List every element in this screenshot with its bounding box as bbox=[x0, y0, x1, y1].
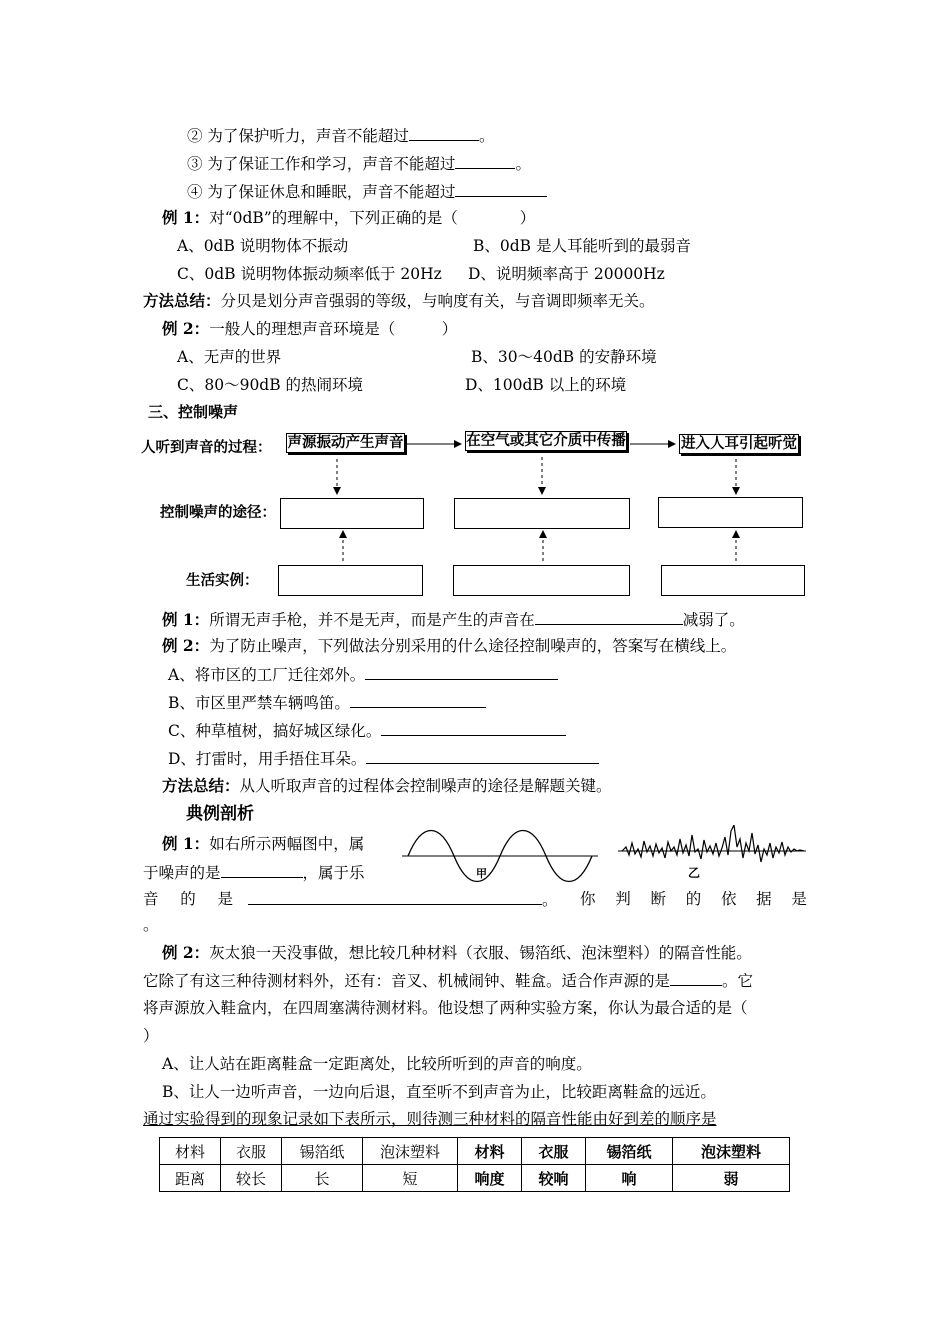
wave-label-yi: 乙 bbox=[688, 866, 701, 880]
table-cell: 响 bbox=[586, 1165, 673, 1192]
wave-label-jia: 甲 bbox=[476, 867, 487, 880]
question-text: 如右所示两幅图中，属 bbox=[209, 835, 365, 853]
text-char: 音 bbox=[143, 890, 159, 908]
insulation-line4: ） bbox=[143, 1027, 159, 1045]
noise-item-d bbox=[168, 748, 599, 769]
method-text: 从人听取声音的过程体会控制噪声的途径是解题关键。 bbox=[239, 777, 612, 795]
answer-blank[interactable] bbox=[221, 862, 303, 878]
life-answer-box[interactable] bbox=[278, 565, 423, 596]
example-label: 例 2： bbox=[162, 943, 210, 962]
option-c[interactable]: C、80～90dB 的热闹环境 bbox=[177, 376, 364, 394]
wave-question-line3-start bbox=[143, 889, 233, 909]
answer-blank[interactable] bbox=[670, 970, 722, 986]
noise-wave-yi bbox=[622, 825, 804, 862]
limit-work-text: ③ 为了保证工作和学习，声音不能超过 bbox=[187, 155, 456, 173]
option-b[interactable]: B、0dB 是人耳能听到的最弱音 bbox=[473, 237, 691, 255]
results-note: 通过实验得到的现象记录如下表所示，则待测三种材料的隔音性能由好到差的顺序是 bbox=[143, 1110, 717, 1128]
question-text: 对“0dB”的理解中，下列正确的是（ ） bbox=[209, 209, 536, 227]
text-char: 是 bbox=[217, 890, 233, 908]
option-a[interactable]: A、无声的世界 bbox=[177, 348, 282, 366]
control-answer-box[interactable] bbox=[454, 498, 630, 529]
noise-item-b bbox=[168, 692, 486, 713]
table-cell: 泡沫塑料 bbox=[363, 1138, 458, 1165]
wave-question-line2 bbox=[143, 862, 365, 883]
question-end: 减弱了。 bbox=[682, 611, 745, 629]
wave-figures bbox=[400, 825, 810, 885]
question-text: 。它 bbox=[722, 972, 754, 990]
life-answer-box[interactable] bbox=[453, 565, 630, 596]
example-label: 例 2： bbox=[162, 636, 210, 655]
limit-hearing-end: 。 bbox=[478, 127, 495, 145]
control-answer-box[interactable] bbox=[280, 498, 424, 529]
wave-answer-line bbox=[248, 889, 558, 910]
limit-work-end: 。 bbox=[515, 155, 531, 173]
question-end: 。 bbox=[143, 916, 159, 934]
table-cell: 材料 bbox=[458, 1138, 522, 1165]
example-label: 例 1： bbox=[162, 834, 210, 853]
step-propagation: 在空气或其它介质中传播 bbox=[466, 432, 626, 449]
table-row bbox=[160, 1138, 790, 1165]
option-d[interactable]: D、100dB 以上的环境 bbox=[465, 376, 627, 394]
text-char: 依 bbox=[720, 890, 737, 908]
question-text: 灰太狼一天没事做，想比较几种材料（衣服、锡箔纸、泡沫塑料）的隔音性能。 bbox=[209, 944, 752, 962]
insulation-line2 bbox=[143, 970, 753, 991]
item-text: A、将市区的工厂迁往郊外。 bbox=[168, 666, 366, 684]
table-cell: 泡沫塑料 bbox=[673, 1138, 790, 1165]
question-text: 于噪声的是 bbox=[143, 864, 221, 882]
question-text: 为了防止噪声，下列做法分别采用的什么途径控制噪声的，答案写在横线上。 bbox=[209, 637, 737, 655]
text-char: 的 bbox=[685, 890, 702, 908]
text-char: 据 bbox=[756, 890, 772, 908]
option-c[interactable]: C、0dB 说明物体振动频率低于 20Hz bbox=[177, 265, 442, 283]
table-cell: 较长 bbox=[221, 1165, 282, 1192]
question-text: 所谓无声手枪，并不是无声，而是产生的声音在 bbox=[209, 611, 535, 629]
example-label: 例 1： bbox=[162, 610, 210, 629]
answer-blank[interactable] bbox=[248, 889, 542, 905]
table-row bbox=[160, 1165, 790, 1192]
answer-blank[interactable] bbox=[365, 664, 558, 680]
option-b[interactable]: B、30～40dB 的安静环境 bbox=[471, 348, 657, 366]
option-d[interactable]: D、说明频率高于 20000Hz bbox=[468, 265, 665, 283]
table-cell: 响度 bbox=[458, 1165, 522, 1192]
life-example-label: 生活实例： bbox=[186, 573, 259, 589]
method-text: 分贝是划分声音强弱的等级，与响度有关，与音调即频率无关。 bbox=[220, 292, 655, 310]
table-cell: 较响 bbox=[522, 1165, 586, 1192]
table-cell: 距离 bbox=[160, 1165, 221, 1192]
table-cell: 弱 bbox=[673, 1165, 790, 1192]
answer-blank[interactable] bbox=[350, 692, 486, 708]
table-cell: 锡箔纸 bbox=[282, 1138, 363, 1165]
item-text: C、种草植树，搞好城区绿化。 bbox=[168, 722, 382, 740]
answer-blank[interactable] bbox=[535, 609, 683, 625]
question-text: 一般人的理想声音环境是（ ） bbox=[209, 320, 458, 338]
answer-blank[interactable] bbox=[381, 720, 566, 736]
text-char: 的 bbox=[180, 890, 196, 908]
example-prevent-noise bbox=[162, 636, 736, 656]
table-cell: 衣服 bbox=[221, 1138, 282, 1165]
section-title: 三、控制噪声 bbox=[148, 403, 239, 421]
text-char: 断 bbox=[650, 890, 666, 908]
question-text: 它除了有这三种待测材料外，还有：音叉、机械闹钟、鞋盒。适合作声源的是 bbox=[143, 972, 671, 990]
answer-blank[interactable] bbox=[366, 748, 599, 764]
table-cell: 材料 bbox=[160, 1138, 221, 1165]
example-label: 例 1： bbox=[162, 208, 210, 227]
method-label: 方法总结： bbox=[162, 776, 240, 795]
step-source-vibration: 声源振动产生声音 bbox=[287, 434, 404, 451]
control-answer-box[interactable] bbox=[658, 497, 803, 528]
text-char: 你 bbox=[580, 890, 596, 908]
text-char: 判 bbox=[615, 890, 631, 908]
process-label: 人听到声音的过程： bbox=[141, 440, 272, 456]
option-b[interactable]: B、让人一边听声音，一边向后退，直至听不到声音为止，比较距离鞋盒的远近。 bbox=[162, 1083, 716, 1101]
control-label: 控制噪声的途径： bbox=[160, 505, 276, 521]
item-text: D、打雷时，用手捂住耳朵。 bbox=[168, 750, 367, 768]
noise-item-a bbox=[168, 664, 558, 685]
life-answer-box[interactable] bbox=[661, 565, 805, 596]
example-silent-pistol bbox=[162, 609, 745, 630]
item-text: B、市区里严禁车辆鸣笛。 bbox=[168, 694, 350, 712]
insulation-line3: 将声源放入鞋盒内，在四周塞满待测材料。他设想了两种实验方案，你认为最合适的是（ bbox=[143, 999, 748, 1017]
text-char: 是 bbox=[791, 890, 807, 908]
typical-title: 典例剖析 bbox=[186, 804, 254, 824]
limit-rest-text: ④ 为了保证休息和睡眠，声音不能超过 bbox=[187, 183, 456, 201]
question-text: ，属于乐 bbox=[302, 864, 365, 882]
table-cell: 长 bbox=[282, 1165, 363, 1192]
table-cell: 短 bbox=[363, 1165, 458, 1192]
wave-question-line1 bbox=[162, 834, 364, 854]
results-table bbox=[159, 1137, 790, 1192]
step-hearing: 进入人耳引起听觉 bbox=[681, 435, 797, 452]
method-summary-2 bbox=[162, 776, 612, 796]
question-end: 。 bbox=[542, 891, 558, 909]
insulation-line1 bbox=[162, 943, 752, 963]
example-label: 例 2： bbox=[162, 319, 210, 338]
method-label: 方法总结： bbox=[143, 291, 221, 310]
wave-question-line3-end bbox=[580, 889, 807, 909]
table-cell: 锡箔纸 bbox=[586, 1138, 673, 1165]
noise-item-c bbox=[168, 720, 566, 741]
table-cell: 衣服 bbox=[522, 1138, 586, 1165]
limit-hearing-text: ② 为了保护听力，声音不能超过 bbox=[187, 127, 409, 145]
option-a[interactable]: A、0dB 说明物体不振动 bbox=[177, 237, 349, 255]
option-a[interactable]: A、让人站在距离鞋盒一定距离处，比较所听到的声音的响度。 bbox=[162, 1055, 592, 1073]
